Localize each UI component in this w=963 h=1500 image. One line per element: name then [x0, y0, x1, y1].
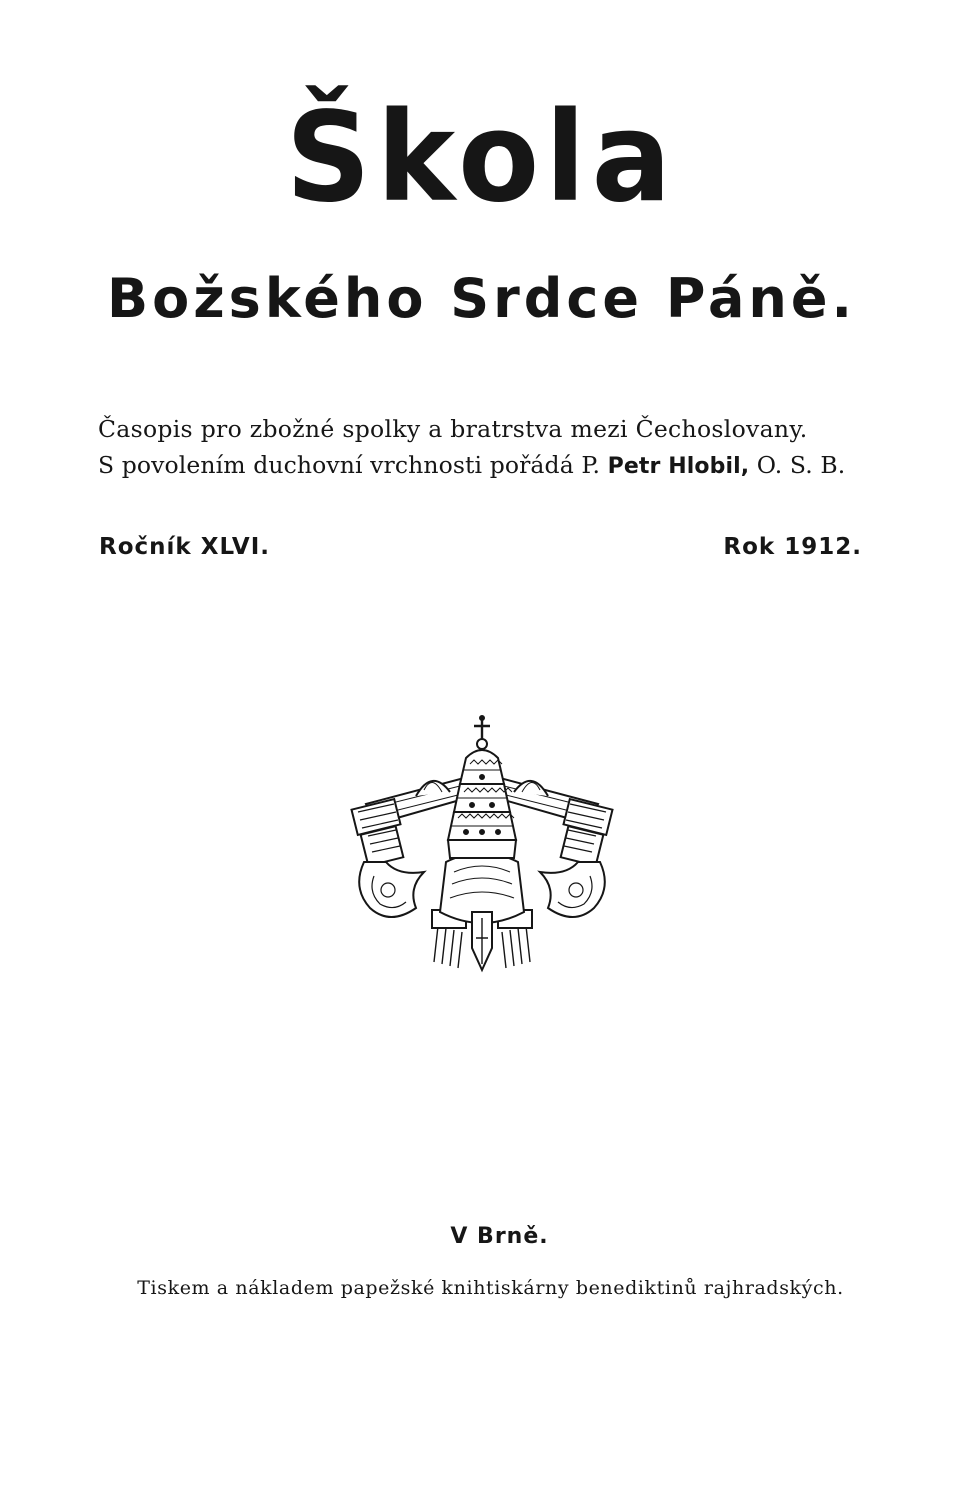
volume-number: Ročník XLVI. — [99, 534, 271, 560]
printer-imprint: Tiskem a nákladem papežské knihtiskárny benediktinů rajhradských. — [137, 1277, 844, 1299]
papal-emblem-icon — [346, 712, 618, 982]
description-prefix: S povolením duchovní vrchnosti pořádá P. — [98, 451, 608, 479]
description-line-2 — [98, 450, 868, 482]
publication-year: Rok 1912. — [723, 534, 862, 560]
journal-title: Škola — [285, 84, 678, 230]
description-line-1: Časopis pro zbožné spolky a bratrstva mezi Čechoslovany. — [98, 415, 808, 443]
description-suffix: O. S. B. — [749, 451, 846, 479]
editor-name: Petr Hlobil, — [607, 454, 750, 479]
journal-subtitle: Božského Srdce Páně. — [106, 267, 856, 330]
place-of-publication: V Brně. — [450, 1224, 549, 1249]
